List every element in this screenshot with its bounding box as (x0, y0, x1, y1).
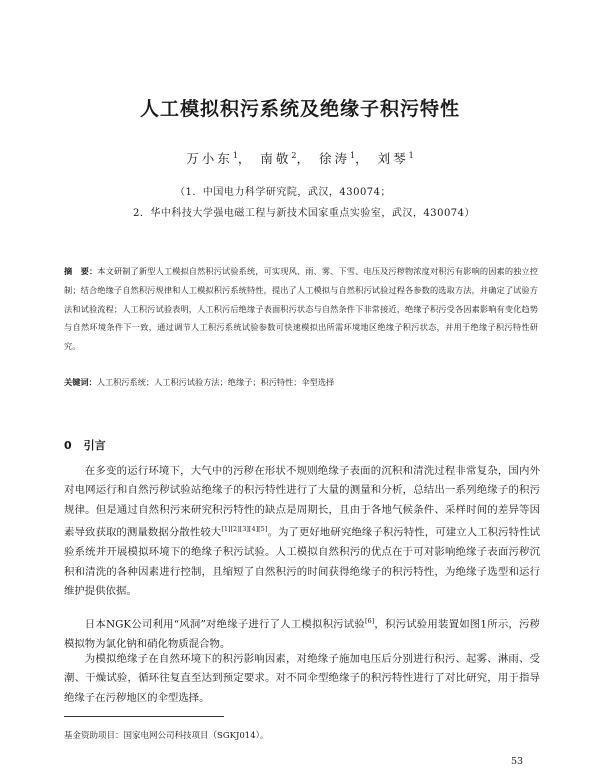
keywords (64, 374, 538, 390)
page-number: 53 (511, 756, 524, 767)
author-list: 万小东$^1$， 南敬$^2$， 徐涛$^1$， 刘琴$^1$ (186, 150, 414, 166)
author-affiliation-mark: 1 (408, 150, 414, 160)
author: 万小东 (186, 151, 233, 166)
author: 徐涛 (318, 151, 350, 166)
body-paragraph-2 (64, 612, 540, 654)
author: 刘琴 (377, 151, 409, 166)
body-paragraph-1 (64, 462, 540, 601)
citation: [1][2][3][4][5] (221, 525, 268, 534)
paragraph-text: 。为了更好地研究绝缘子积污特性，可建立人工积污特性试验系统并开展模拟环境下的绝缘子积污试验。人工模拟自然积污的优点在于可对影响绝缘子表面污秽沉积和清洗的各种因素进行控制，且缩短了自然积污的时间获得绝缘子的积污特性，为绝缘子选型和运行维护提供依据。 (64, 526, 541, 597)
keywords-label: 关键词： (64, 377, 97, 387)
paragraph-text: 在多变的运行环境下，大气中的污秽在形状不规则绝缘子表面的沉积和清洗过程非常复杂，国内外对电网运行和自然污秽试验站绝缘子的积污特性进行了大量的测量和分析，总结出一系列绝缘子的积污规律。但是通过自然积污来研究积污特性的缺点是周期长，且由于各地气候条件、采样时间的差异等因素导致获取的测量数据分散性较大 (64, 465, 540, 539)
paragraph-text: 为模拟绝缘子在自然环境下的积污影响因素，对绝缘子施加电压后分别进行积污、起雾、淋雨、受潮、干燥试验，循环往复直至达到预定要求。对不同伞型绝缘子的积污特性进行了对比研究，用于指导绝缘子在污秽地区的伞型选择。 (64, 653, 540, 704)
author-affiliation-mark: 2 (291, 150, 297, 160)
paragraph-text: ，积污试验用装置如图1所示，污秽模拟物为氯化钠和硝化物质混合物。 (64, 618, 541, 650)
body-paragraph-3 (64, 650, 540, 708)
affiliation-1: （1．中国电力科学研究院，武汉，430074； (175, 187, 392, 198)
author-affiliation-mark: 1 (350, 150, 356, 160)
section-number: 0 (64, 439, 72, 452)
section-title: 引言 (83, 439, 106, 452)
footnote: 基金资助项目：国家电网公司科技项目（SGKJ014）。 (64, 731, 269, 741)
abstract (64, 262, 538, 356)
paper-title: 人工模拟积污系统及绝缘子积污特性 (139, 98, 460, 120)
section-heading (64, 437, 106, 453)
paragraph-text: 日本NGK公司利用“风洞”对绝缘子进行了人工模拟积污试验 (84, 618, 365, 631)
keywords-text: 人工积污系统；人工积污试验方法；绝缘子；积污特性；伞型选择 (96, 377, 335, 387)
author-affiliation-mark: 1 (232, 150, 238, 160)
abstract-text: 本文研制了新型人工模拟自然积污试验系统，可实现风、雨、雾、下雪、电压及污秽物浓度对积污有影响的因素的独立控制；结合绝缘子自然积污规律和人工模拟积污系统特性，提出了人工模拟与自然积污试验过程各参数的选取方法，并确定了试验方法和试验流程；人工积污试验表明，人工积污后绝缘子表面积污状态与自然条件下非常接近，绝缘子积污受各因素影响有变化趋势与自然环境条件下一致，通过调节人工积污系统试验参数可快速模拟出所需环境地区绝缘子积污状态，并用于绝缘子积污特性研究。 (64, 266, 538, 352)
footnote-divider (64, 716, 224, 717)
author: 南敬 (260, 151, 292, 166)
affiliation-2: 2．华中科技大学强电磁工程与新技术国家重点实验室，武汉，430074） (133, 208, 476, 219)
abstract-label: 摘 要： (64, 266, 98, 276)
citation: [6] (364, 617, 375, 625)
